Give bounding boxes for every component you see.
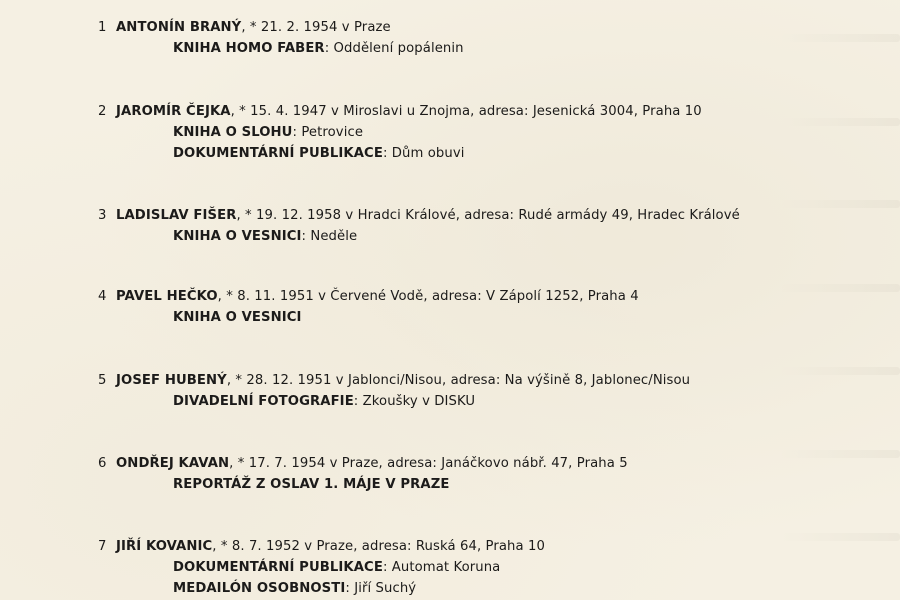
work-line — [98, 391, 690, 412]
entry-5 — [98, 370, 690, 412]
entry-number: 3 — [98, 208, 107, 223]
entry-header — [98, 453, 628, 474]
bleed-through-mark — [780, 367, 900, 375]
bleed-through-mark — [780, 450, 900, 458]
entry-header — [98, 536, 545, 557]
work-line — [98, 474, 628, 495]
entry-3 — [98, 205, 740, 247]
entry-header — [98, 101, 702, 122]
entry-1 — [98, 17, 464, 59]
author-name: ONDŘEJ KAVAN — [116, 456, 230, 471]
author-details: , * 17. 7. 1954 v Praze, adresa: Janáčkovo nábř. 47, Praha 5 — [229, 456, 628, 471]
entry-number: 2 — [98, 104, 107, 119]
entry-2 — [98, 101, 702, 164]
entry-header — [98, 205, 740, 226]
work-title: : Dům obuvi — [382, 146, 465, 161]
work-line — [98, 557, 545, 578]
author-details: , * 15. 4. 1947 v Miroslavi u Znojma, adresa: Jesenická 3004, Praha 10 — [230, 104, 702, 119]
work-category: KNIHA O VESNICI — [173, 310, 302, 325]
work-title: : Zkoušky v DISKU — [353, 394, 476, 409]
author-details: , * 19. 12. 1958 v Hradci Králové, adresa: Rudé armády 49, Hradec Králové — [236, 208, 740, 223]
work-title: : Petrovice — [292, 125, 364, 140]
work-category: MEDAILÓN OSOBNOSTI — [173, 581, 346, 596]
bleed-through-mark — [780, 118, 900, 126]
author-name: LADISLAV FIŠER — [116, 208, 237, 223]
work-category: DOKUMENTÁRNÍ PUBLIKACE — [173, 146, 383, 161]
entry-header — [98, 17, 464, 38]
entry-6 — [98, 453, 628, 495]
work-line — [98, 578, 545, 599]
work-category: DIVADELNÍ FOTOGRAFIE — [173, 394, 354, 409]
work-title: : Neděle — [301, 229, 358, 244]
entry-number: 5 — [98, 373, 107, 388]
work-category: REPORTÁŽ Z OSLAV 1. MÁJE V PRAZE — [173, 477, 450, 492]
entry-number: 1 — [98, 20, 107, 35]
work-title: : Oddělení popálenin — [324, 41, 464, 56]
bleed-through-mark — [780, 34, 900, 42]
work-category: DOKUMENTÁRNÍ PUBLIKACE — [173, 560, 383, 575]
bleed-through-mark — [780, 533, 900, 541]
entry-number: 4 — [98, 289, 107, 304]
author-name: JOSEF HUBENÝ — [116, 373, 227, 388]
author-details: , * 28. 12. 1951 v Jablonci/Nisou, adresa: Na výšině 8, Jablonec/Nisou — [226, 373, 691, 388]
work-line — [98, 226, 740, 247]
work-title: : Automat Koruna — [382, 560, 501, 575]
bleed-through-mark — [780, 284, 900, 292]
author-name: ANTONÍN BRANÝ — [116, 20, 242, 35]
author-details: , * 8. 11. 1951 v Červené Vodě, adresa: V Zápolí 1252, Praha 4 — [217, 289, 639, 304]
entry-7 — [98, 536, 545, 599]
work-category: KNIHA O VESNICI — [173, 229, 302, 244]
entry-number: 7 — [98, 539, 107, 554]
entry-number: 6 — [98, 456, 107, 471]
work-line — [98, 143, 702, 164]
author-name: PAVEL HEČKO — [116, 289, 218, 304]
author-details: , * 21. 2. 1954 v Praze — [241, 20, 391, 35]
author-name: JIŘÍ KOVANIC — [116, 539, 213, 554]
work-line — [98, 122, 702, 143]
entry-4 — [98, 286, 639, 328]
work-category: KNIHA HOMO FABER — [173, 41, 325, 56]
work-line — [98, 307, 639, 328]
author-name: JAROMÍR ČEJKA — [116, 104, 231, 119]
work-category: KNIHA O SLOHU — [173, 125, 293, 140]
entry-header — [98, 286, 639, 307]
bleed-through-mark — [780, 200, 900, 208]
author-details: , * 8. 7. 1952 v Praze, adresa: Ruská 64, Praha 10 — [212, 539, 545, 554]
entry-header — [98, 370, 690, 391]
work-title: : Jiří Suchý — [345, 581, 417, 596]
work-line — [98, 38, 464, 59]
